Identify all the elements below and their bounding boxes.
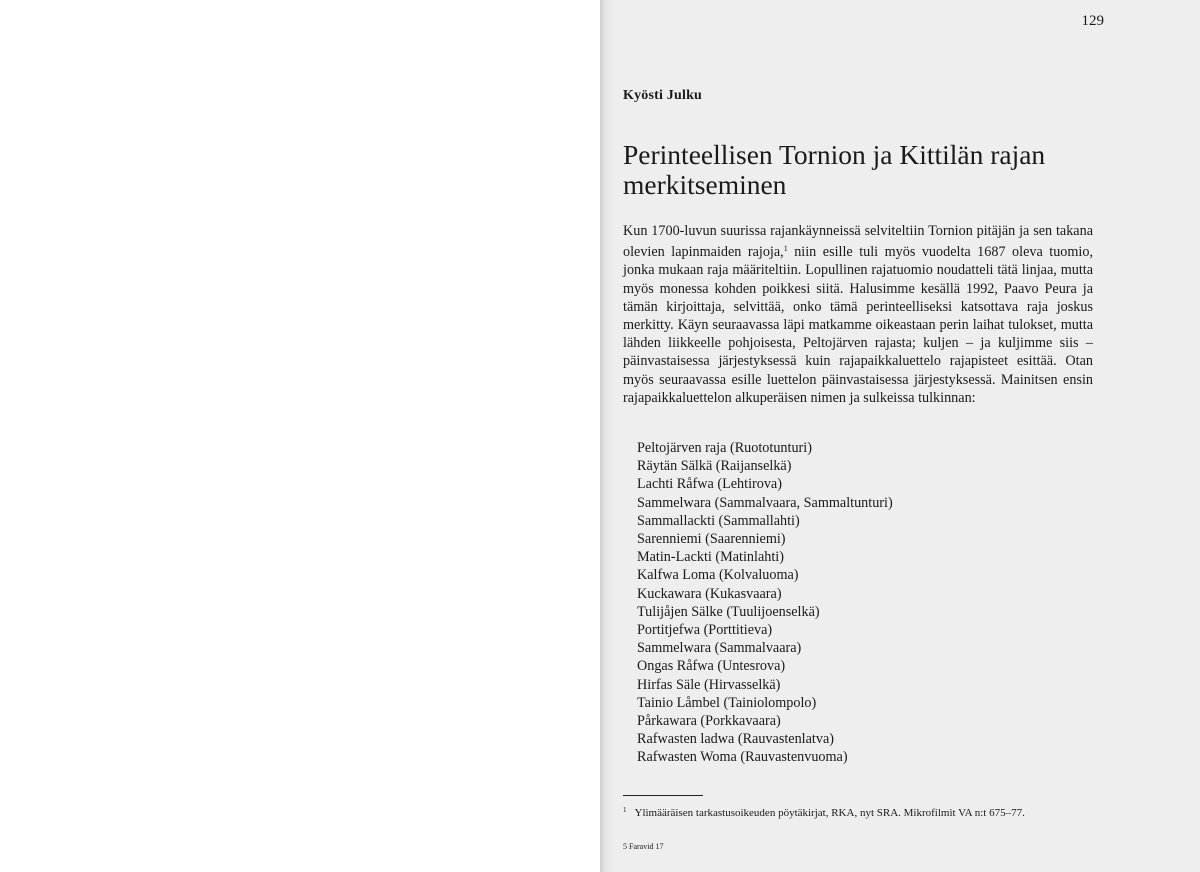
list-item: Portitjefwa (Porttitieva) [637,622,773,639]
intro-text-part-2: niin esille tuli myös vuodelta 1687 oleva tuomio, jonka mukaan raja määriteltiin. Lopullinen rajatuomio noudatteli tätä linjaa, mutta myös monessa kohden poikkesi siitä. Halusimme kesällä 1992, Paavo Peura ja tämän kirjoittaja, selvittää, onko tämä perinteelliseksi katsottava raja joskus merkitty. Käyn seuraavassa läpi matkamme oikeastaan perin laihat tulokset, mutta lähden liikkeelle pohjoisesta, Peltojärven rajasta; kuljen – ja kuljimme siis – päinvastaisessa järjestyksessä kuin rajapaikkaluettelo rajapisteet esittää. Otan myös seuraavassa esille luettelon päinvastaisessa järjestyksessä. Mainitsen ensin rajapaikkaluettelon alkuperäisen nimen ja sulkeissa tulkinnan: [623,244,1094,406]
footnote-reference: 1 [783,244,788,254]
list-item: Sammelwara (Sammalvaara, Sammaltunturi) [637,494,893,511]
printer-signature: 5 Faravid 17 [623,842,664,851]
title-line-1: Perinteellisen Tornion ja Kittilän rajan [623,139,1046,170]
list-item: Lachti Råfwa (Lehtirova) [637,476,782,493]
list-item: Ongas Råfwa (Untesrova) [637,658,786,675]
page-number: 129 [1081,13,1104,29]
intro-text-part-1: Kun 1700-luvun suurissa rajankäynneissä selviteltiin Tornion pitäjän ja sen takana olevien lapinmaiden rajoja, [623,223,1093,261]
list-item: Sarenniemi (Saarenniemi) [637,531,786,548]
footnote-divider [623,795,703,796]
list-item: Rafwasten ladwa (Rauvastenlatva) [637,731,834,748]
book-gutter [600,0,614,872]
place-list [637,439,893,767]
list-item: Kalfwa Loma (Kolvaluoma) [637,567,799,584]
list-item: Pårkawara (Porkkavaara) [637,713,781,730]
list-item: Tulijåjen Sälke (Tuulijoenselkä) [637,603,820,620]
author-name: Kyösti Julku [623,88,703,103]
footnote-text: Ylimääräisen tarkastusoikeuden pöytäkirjat, RKA, nyt SRA. Mikrofilmit VA n:t 675–77. [634,807,1025,819]
list-item: Sammelwara (Sammalvaara) [637,640,802,657]
list-item: Sammallackti (Sammallahti) [637,512,800,529]
list-item: Räytän Sälkä (Raijanselkä) [637,458,792,475]
list-item: Hirfas Säle (Hirvasselkä) [637,676,781,693]
intro-paragraph [623,222,1093,407]
footnote [623,803,1093,820]
list-item: Rafwasten Woma (Rauvastenvuoma) [637,749,848,766]
list-item: Tainio Låmbel (Tainiolompolo) [637,694,817,711]
footnote-mark: 1 [623,806,627,814]
list-item: Peltojärven raja (Ruototunturi) [637,440,812,456]
title-line-2: merkitseminen [623,169,787,200]
list-item: Kuckawara (Kukasvaara) [637,585,782,602]
list-item: Matin-Lackti (Matinlahti) [637,549,784,566]
article-title [623,140,1083,200]
